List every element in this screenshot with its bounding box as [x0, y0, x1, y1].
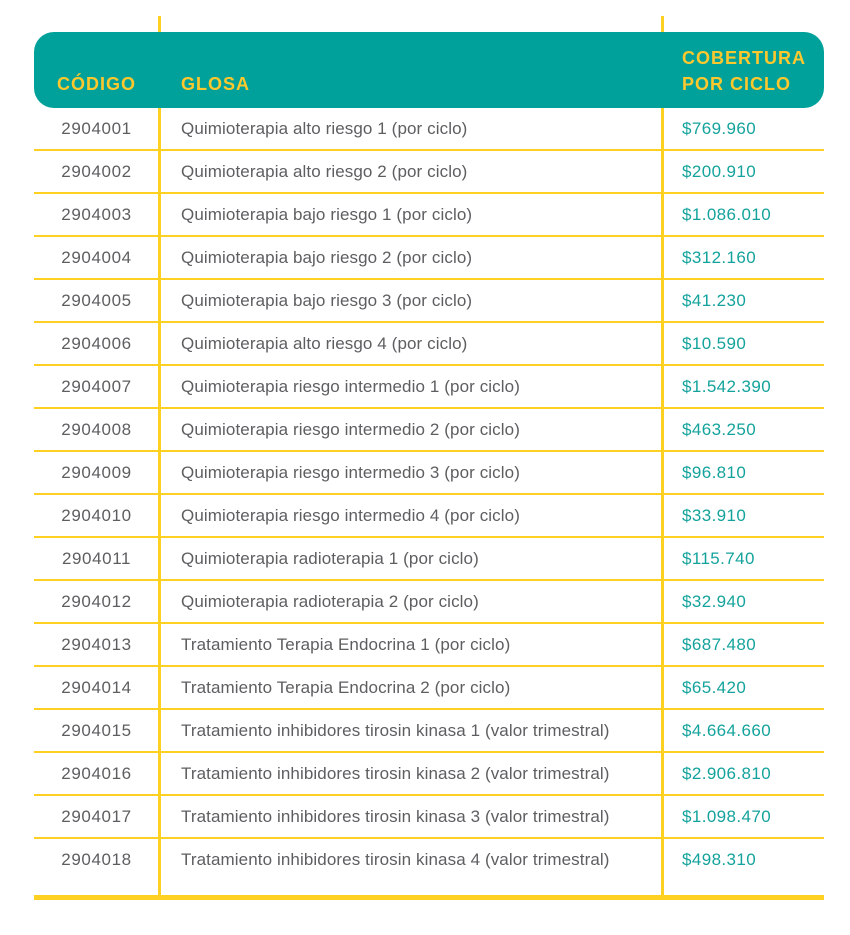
row-glosa: Quimioterapia radioterapia 2 (por ciclo) [181, 591, 479, 611]
row-price: $33.910 [682, 505, 747, 525]
row-code: 2904017 [61, 806, 132, 826]
row-code: 2904007 [61, 376, 132, 396]
table-row [34, 452, 824, 495]
row-price: $200.910 [682, 161, 757, 181]
row-glosa: Quimioterapia bajo riesgo 2 (por ciclo) [181, 247, 473, 267]
row-glosa: Quimioterapia bajo riesgo 1 (por ciclo) [181, 204, 473, 224]
row-code: 2904015 [61, 720, 132, 740]
table-row [34, 710, 824, 753]
table-row [34, 667, 824, 710]
table-row [34, 237, 824, 280]
row-price: $65.420 [682, 677, 747, 697]
table-row [34, 323, 824, 366]
row-glosa: Tratamiento Terapia Endocrina 1 (por ciclo) [181, 634, 511, 654]
row-code: 2904018 [61, 849, 132, 869]
table-row [34, 151, 824, 194]
row-glosa: Quimioterapia alto riesgo 1 (por ciclo) [181, 118, 468, 138]
row-code: 2904005 [61, 290, 132, 310]
table-row [34, 366, 824, 409]
table-row [34, 753, 824, 796]
row-code: 2904003 [61, 204, 132, 224]
row-glosa: Tratamiento inhibidores tirosin kinasa 4 (valor trimestral) [181, 849, 610, 869]
row-glosa: Quimioterapia riesgo intermedio 3 (por ciclo) [181, 462, 520, 482]
row-code: 2904006 [61, 333, 132, 353]
row-price: $1.098.470 [682, 806, 772, 826]
row-glosa: Tratamiento inhibidores tirosin kinasa 1 (valor trimestral) [181, 720, 610, 740]
row-glosa: Quimioterapia alto riesgo 4 (por ciclo) [181, 333, 468, 353]
row-price: $498.310 [682, 849, 757, 869]
row-code: 2904014 [61, 677, 132, 697]
row-glosa: Tratamiento inhibidores tirosin kinasa 3 (valor trimestral) [181, 806, 610, 826]
row-price: $687.480 [682, 634, 757, 654]
row-price: $312.160 [682, 247, 757, 267]
table-row [34, 581, 824, 624]
header-cobertura-por-ciclo: COBERTURA POR CICLO [682, 48, 806, 94]
row-price: $32.940 [682, 591, 747, 611]
row-glosa: Tratamiento Terapia Endocrina 2 (por ciclo) [181, 677, 511, 697]
row-glosa: Quimioterapia radioterapia 1 (por ciclo) [181, 548, 479, 568]
row-glosa: Quimioterapia riesgo intermedio 4 (por ciclo) [181, 505, 520, 525]
table-row [34, 796, 824, 839]
table-row [34, 194, 824, 237]
row-price: $463.250 [682, 419, 757, 439]
row-glosa: Quimioterapia alto riesgo 2 (por ciclo) [181, 161, 468, 181]
table-header [34, 32, 824, 108]
row-code: 2904013 [61, 634, 132, 654]
table-body [34, 108, 824, 895]
header-codigo: CÓDIGO [56, 74, 136, 94]
table-row [34, 839, 824, 895]
row-code: 2904004 [61, 247, 132, 267]
header-glosa: GLOSA [181, 74, 251, 94]
row-glosa: Quimioterapia bajo riesgo 3 (por ciclo) [181, 290, 473, 310]
row-price: $2.906.810 [682, 763, 772, 783]
row-price: $10.590 [682, 333, 747, 353]
row-price: $1.086.010 [682, 204, 772, 224]
row-price: $41.230 [682, 290, 747, 310]
row-code: 2904011 [61, 548, 132, 568]
row-glosa: Tratamiento inhibidores tirosin kinasa 2 (valor trimestral) [181, 763, 610, 783]
coverage-table [34, 32, 824, 895]
row-price: $4.664.660 [682, 720, 772, 740]
table-row [34, 409, 824, 452]
row-code: 2904009 [61, 462, 132, 482]
table-bottom-border [34, 895, 824, 900]
row-code: 2904008 [61, 419, 132, 439]
row-code: 2904002 [61, 161, 132, 181]
row-glosa: Quimioterapia riesgo intermedio 1 (por ciclo) [181, 376, 520, 396]
table-row [34, 495, 824, 538]
table-row [34, 280, 824, 323]
row-code: 2904016 [61, 763, 132, 783]
table-row [34, 538, 824, 581]
row-code: 2904010 [61, 505, 132, 525]
row-price: $96.810 [682, 462, 747, 482]
row-code: 2904001 [61, 118, 132, 138]
row-price: $115.740 [682, 548, 755, 568]
row-code: 2904012 [61, 591, 132, 611]
table-row [34, 624, 824, 667]
row-glosa: Quimioterapia riesgo intermedio 2 (por ciclo) [181, 419, 520, 439]
table-row [34, 108, 824, 151]
row-price: $769.960 [682, 118, 757, 138]
row-price: $1.542.390 [682, 376, 772, 396]
